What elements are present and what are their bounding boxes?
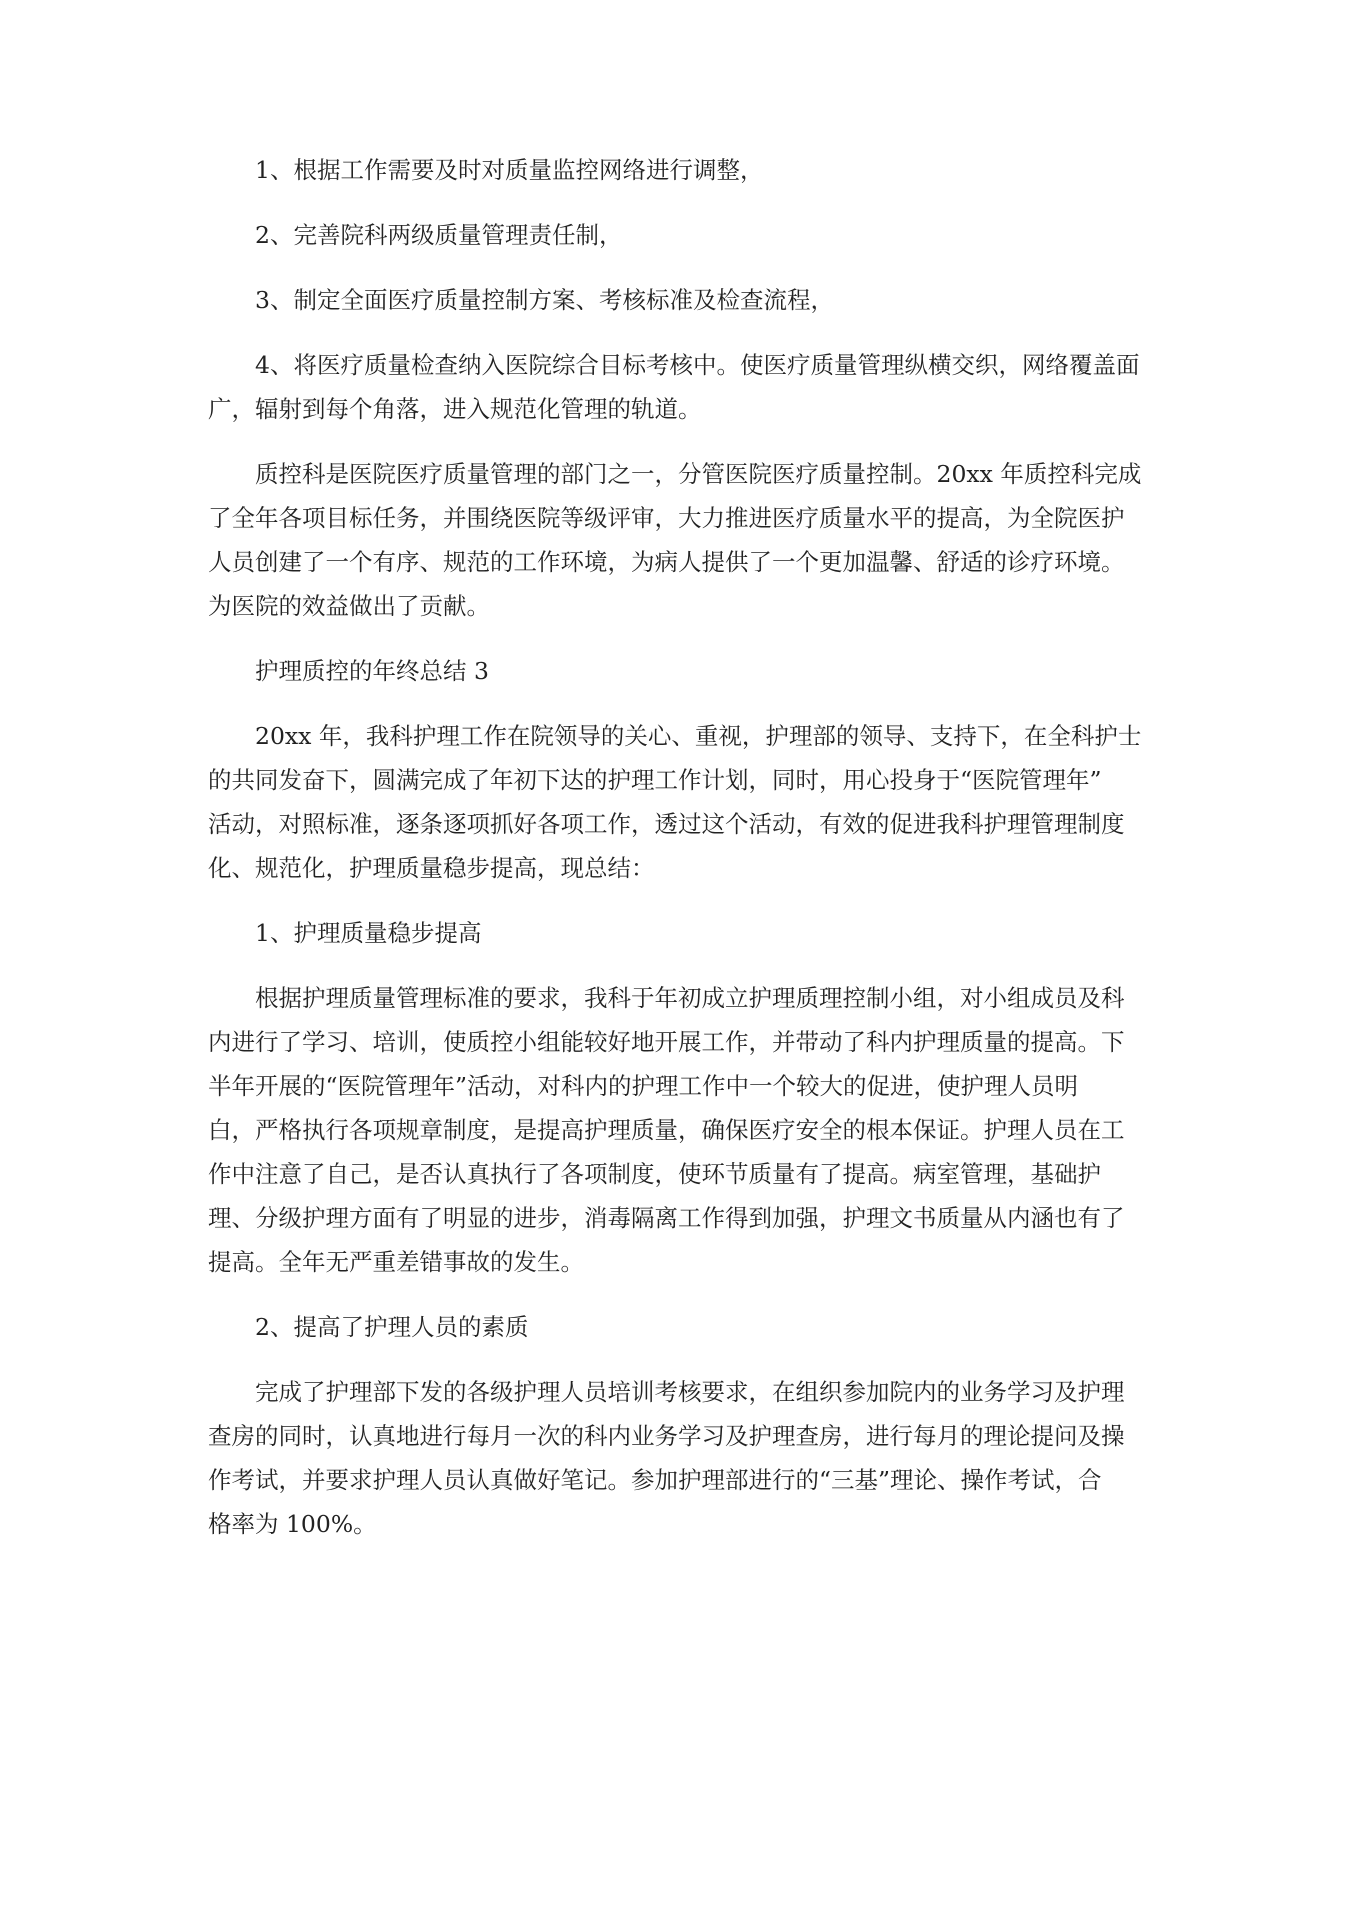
- text-line: 内进行了学习、培训，使质控小组能较好地开展工作，并带动了科内护理质量的提高。下: [208, 1028, 1125, 1056]
- text-line: 化、规范化，护理质量稳步提高，现总结：: [208, 854, 655, 882]
- text-line: 根据护理质量管理标准的要求，我科于年初成立护理质理控制小组，对小组成员及科: [255, 984, 1125, 1012]
- text-line: 2、完善院科两级质量管理责任制，: [255, 221, 623, 249]
- paragraph-quality-dept: [208, 452, 1168, 628]
- text-line: 理、分级护理方面有了明显的进步，消毒隔离工作得到加强，护理文书质量从内涵也有了: [208, 1204, 1125, 1232]
- text-line: 半年开展的“医院管理年”活动，对科内的护理工作中一个较大的促进，使护理人员明: [208, 1072, 1079, 1100]
- text-line: 作考试，并要求护理人员认真做好笔记。参加护理部进行的“三基”理论、操作考试，合: [208, 1466, 1102, 1494]
- paragraph-item-2: [208, 213, 1168, 257]
- subheading-text: 1、护理质量稳步提高: [255, 919, 482, 947]
- text-line: 3、制定全面医疗质量控制方案、考核标准及检查流程，: [255, 286, 834, 314]
- subheading-2: [208, 1305, 1168, 1349]
- text-line: 活动，对照标准，逐条逐项抓好各项工作，透过这个活动，有效的促进我科护理管理制度: [208, 810, 1125, 838]
- paragraph-quality: [208, 976, 1168, 1284]
- paragraph-item-3: [208, 278, 1168, 322]
- document-page: [208, 148, 1168, 1546]
- text-line: 格率为 100%。: [208, 1510, 377, 1538]
- text-line: 了全年各项目标任务，并围绕医院等级评审，大力推进医疗质量水平的提高，为全院医护: [208, 504, 1125, 532]
- subheading-text: 2、提高了护理人员的素质: [255, 1313, 529, 1341]
- text-line: 白，严格执行各项规章制度，是提高护理质量，确保医疗安全的根本保证。护理人员在工: [208, 1116, 1125, 1144]
- paragraph-intro: [208, 714, 1168, 890]
- text-line: 为医院的效益做出了贡献。: [208, 592, 490, 620]
- text-line: 广，辐射到每个角落，进入规范化管理的轨道。: [208, 395, 702, 423]
- text-line: 完成了护理部下发的各级护理人员培训考核要求，在组织参加院内的业务学习及护理: [255, 1378, 1125, 1406]
- text-line: 的共同发奋下，圆满完成了年初下达的护理工作计划，同时，用心投身于“医院管理年”: [208, 766, 1102, 794]
- text-line: 查房的同时，认真地进行每月一次的科内业务学习及护理查房，进行每月的理论提问及操: [208, 1422, 1125, 1450]
- paragraph-training: [208, 1370, 1168, 1546]
- text-line: 质控科是医院医疗质量管理的部门之一，分管医院医疗质量控制。20xx 年质控科完成: [255, 460, 1142, 488]
- section-heading: [208, 649, 1168, 693]
- heading-text: 护理质控的年终总结 3: [255, 657, 489, 685]
- text-line: 20xx 年，我科护理工作在院领导的关心、重视，护理部的领导、支持下，在全科护士: [255, 722, 1142, 750]
- subheading-1: [208, 911, 1168, 955]
- paragraph-item-1: [208, 148, 1168, 192]
- text-line: 人员创建了一个有序、规范的工作环境，为病人提供了一个更加温馨、舒适的诊疗环境。: [208, 548, 1125, 576]
- text-line: 作中注意了自己，是否认真执行了各项制度，使环节质量有了提高。病室管理，基础护: [208, 1160, 1101, 1188]
- text-line: 4、将医疗质量检查纳入医院综合目标考核中。使医疗质量管理纵横交织，网络覆盖面: [255, 351, 1140, 379]
- text-line: 提高。全年无严重差错事故的发生。: [208, 1248, 584, 1276]
- paragraph-item-4: [208, 343, 1168, 431]
- text-line: 1、根据工作需要及时对质量监控网络进行调整，: [255, 156, 764, 184]
